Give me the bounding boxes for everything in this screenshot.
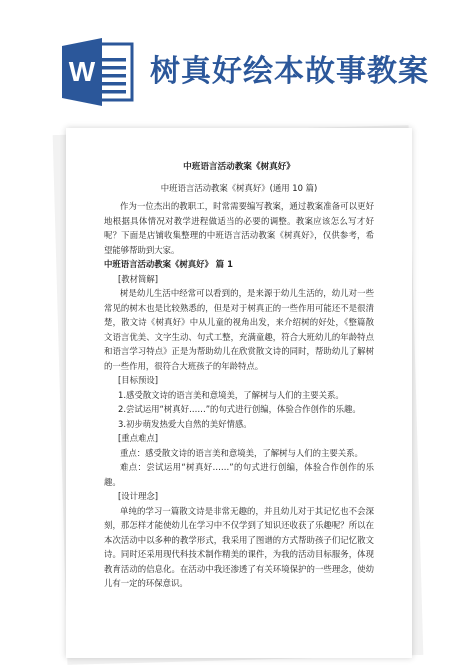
brief-paragraph: 树是幼儿生活中经常可以看到的，是来源于幼儿生活的，幼儿对一些常见的树木也是比较熟悉的，但是对于树真正的一些作用可能还不是很清楚，散文诗《树真好》中从儿童的视角出发，来介绍树的好处，《整篇散文语言优美、文字生动、句式工整，充满童趣，符合大班幼儿的年龄特点和语言学习特点》正是为帮助幼儿在欣赏散文诗的同时，帮助幼儿了解树的一些作用，很符合大班孩子的年龄特点。 [104,288,374,371]
document-title: 中班语言活动教案《树真好》 [183,162,295,172]
label-key-points: [重点难点] [118,433,159,443]
word-logo-letter: W [68,56,96,87]
word-icon [58,30,136,112]
difficulty-point: 难点：尝试运用“树真好……”的句式进行创编，体验合作创作的乐趣。 [104,462,374,487]
goal-item: 1.感受散文诗的语言美和意境美，了解树与人们的主要关系。 [118,389,344,400]
intro-paragraph: 作为一位杰出的教职工，时常需要编写教案，通过教案准备可以更好地根据具体情况对教学进程做适当的必要的调整。教案应该怎么写才好呢？下面是店铺收集整理的中班语言活动教案《树真好》，仅供参考，希望能够帮助到大家。 [104,201,374,255]
banner [0,0,474,120]
section-title: 中班语言活动教案《树真好》 篇 1 [104,259,233,269]
label-goals: [目标预设] [118,375,159,385]
banner-title: 树真好绘本故事教案 [150,54,429,89]
goal-item: 3.初步萌发热爱大自然的美好情感。 [118,418,252,429]
label-design: [设计理念] [118,491,159,501]
design-paragraph: 单纯的学习一篇散文诗是非常无趣的，并且幼儿对于其记忆也不会深刻，那怎样才能使幼儿在学习中不仅学到了知识还收获了乐趣呢？所以在本次活动中以多种的教学形式，我采用了图谱的方式帮助孩子们记忆散文诗。同时还采用现代科技术制作精美的课件，为我的活动目标服务，体现教育活动的信息化。在活动中我还渗透了有关环境保护的一些理念，使幼儿有一定的环保意识。 [104,505,374,588]
goal-item: 2.尝试运用“树真好……”的句式进行创编，体验合作创作的乐趣。 [118,404,361,414]
document-content [104,160,374,591]
document-subtitle: 中班语言活动教案《树真好》(通用 10 篇) [160,182,318,193]
label-brief: [教材简解] [118,273,159,284]
key-point: 重点：感受散文诗的语言美和意境美，了解树与人们的主要关系。 [120,447,363,458]
